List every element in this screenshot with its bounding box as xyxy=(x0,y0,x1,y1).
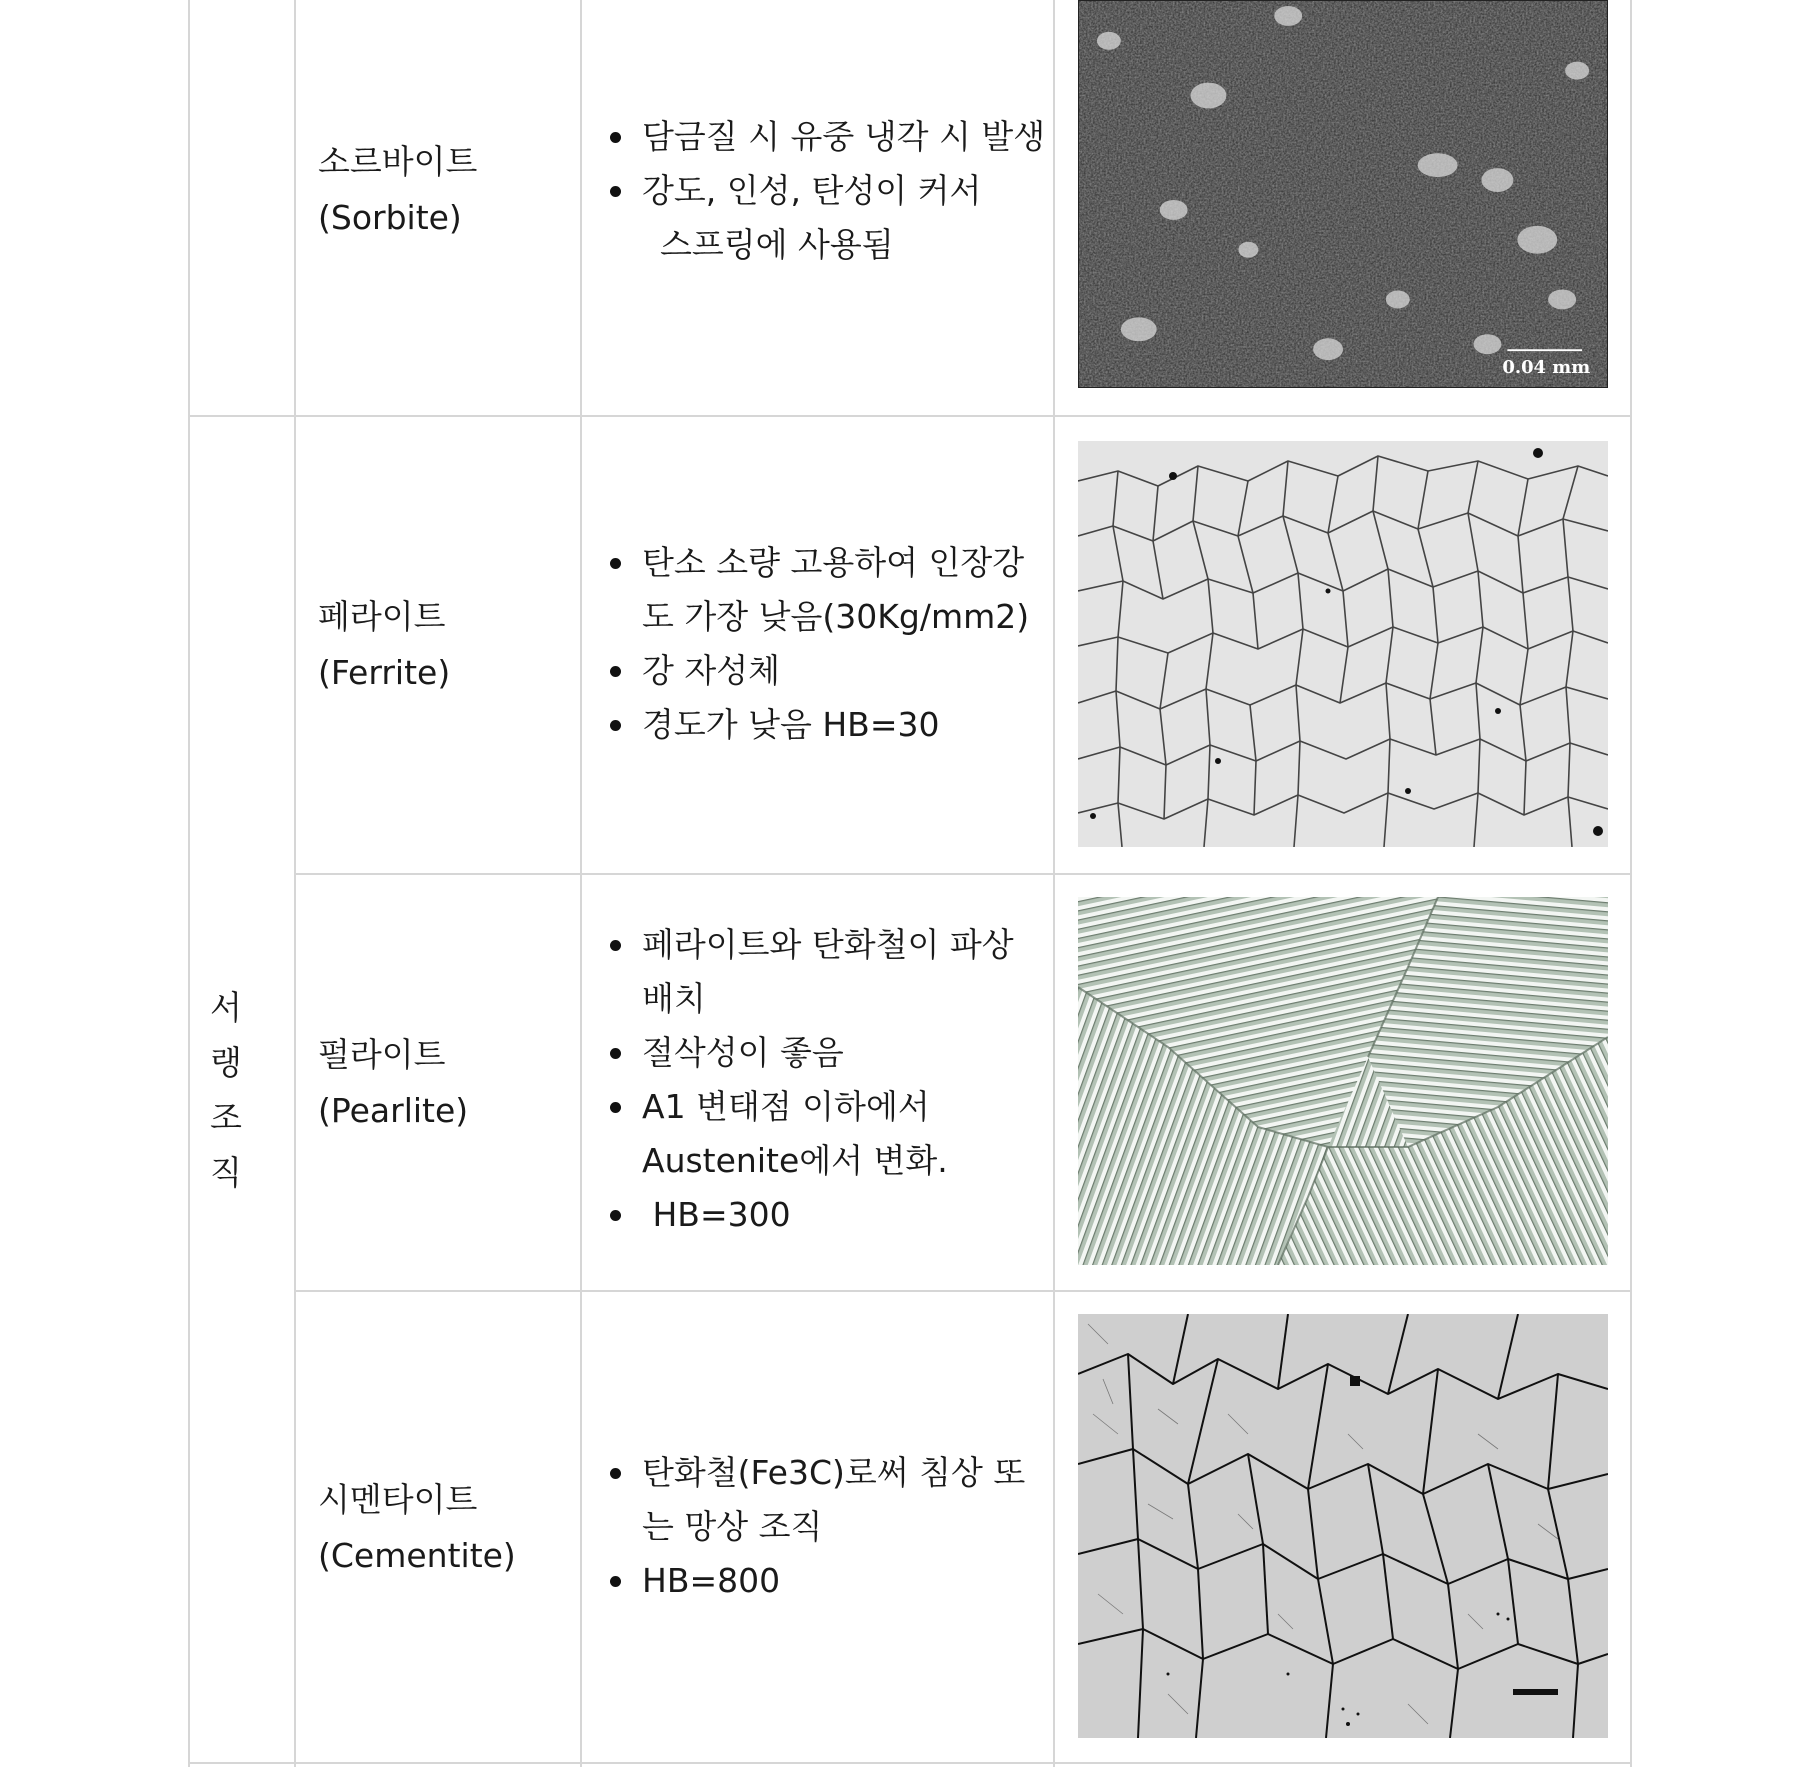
scale-bar-label: 0.04 mm xyxy=(1502,357,1591,379)
row-divider xyxy=(188,415,1632,417)
description-item: 경도가 낮음 HB=30 xyxy=(606,698,1046,752)
row-divider xyxy=(294,873,1632,875)
structure-name xyxy=(318,134,568,246)
column-divider-3 xyxy=(1053,0,1055,1767)
description-item: 강 자성체 xyxy=(606,644,1046,698)
description-item: 탄소 소량 고용하여 인장강 도 가장 낮음(30Kg/mm2) xyxy=(606,536,1046,644)
structure-description xyxy=(606,110,1046,272)
structure-name xyxy=(318,1472,568,1584)
structure-name-en: (Cementite) xyxy=(318,1536,516,1575)
table-border-right xyxy=(1630,0,1632,1767)
group-label-char: 서 xyxy=(210,988,242,1027)
cementite-micrograph xyxy=(1078,1314,1608,1738)
structure-name-kr: 소르바이트 xyxy=(318,142,478,181)
description-item: HB=800 xyxy=(606,1554,1046,1608)
description-item: A1 변태점 이하에서 Austenite에서 변화. xyxy=(606,1080,1046,1188)
description-item: HB=300 xyxy=(606,1188,1046,1242)
column-divider-2 xyxy=(580,0,582,1767)
structure-name-kr: 시멘타이트 xyxy=(318,1480,478,1519)
group-label-char: 랭 xyxy=(210,1043,242,1082)
description-item: 담금질 시 유중 냉각 시 발생 xyxy=(606,110,1046,164)
structure-description xyxy=(606,1446,1046,1608)
structure-name xyxy=(318,589,568,701)
pearlite-micrograph xyxy=(1078,897,1608,1265)
description-item: 페라이트와 탄화철이 파상 배치 xyxy=(606,918,1046,1026)
structure-name-en: (Sorbite) xyxy=(318,198,462,237)
structure-name-en: (Pearlite) xyxy=(318,1091,469,1130)
structure-name-en: (Ferrite) xyxy=(318,653,451,692)
table-bottom-border xyxy=(188,1762,1632,1764)
structure-description xyxy=(606,536,1046,752)
description-item: 탄화철(Fe3C)로써 침상 또 는 망상 조직 xyxy=(606,1446,1046,1554)
structure-name xyxy=(318,1027,568,1139)
description-item: 강도, 인성, 탄성이 커서 스프링에 사용됨 xyxy=(606,164,1046,272)
structure-name-kr: 페라이트 xyxy=(318,597,446,636)
group-label-char: 직 xyxy=(210,1153,242,1192)
structure-name-kr: 펄라이트 xyxy=(318,1035,446,1074)
table-border-left xyxy=(188,0,190,1767)
row-divider xyxy=(294,1290,1632,1292)
group-label-char: 조 xyxy=(210,1098,242,1137)
structure-description xyxy=(606,918,1046,1242)
ferrite-micrograph xyxy=(1078,441,1608,847)
column-divider-1 xyxy=(294,0,296,1767)
sorbite-micrograph xyxy=(1078,0,1608,388)
description-item: 절삭성이 좋음 xyxy=(606,1026,1046,1080)
group-label-vertical xyxy=(190,980,262,1200)
